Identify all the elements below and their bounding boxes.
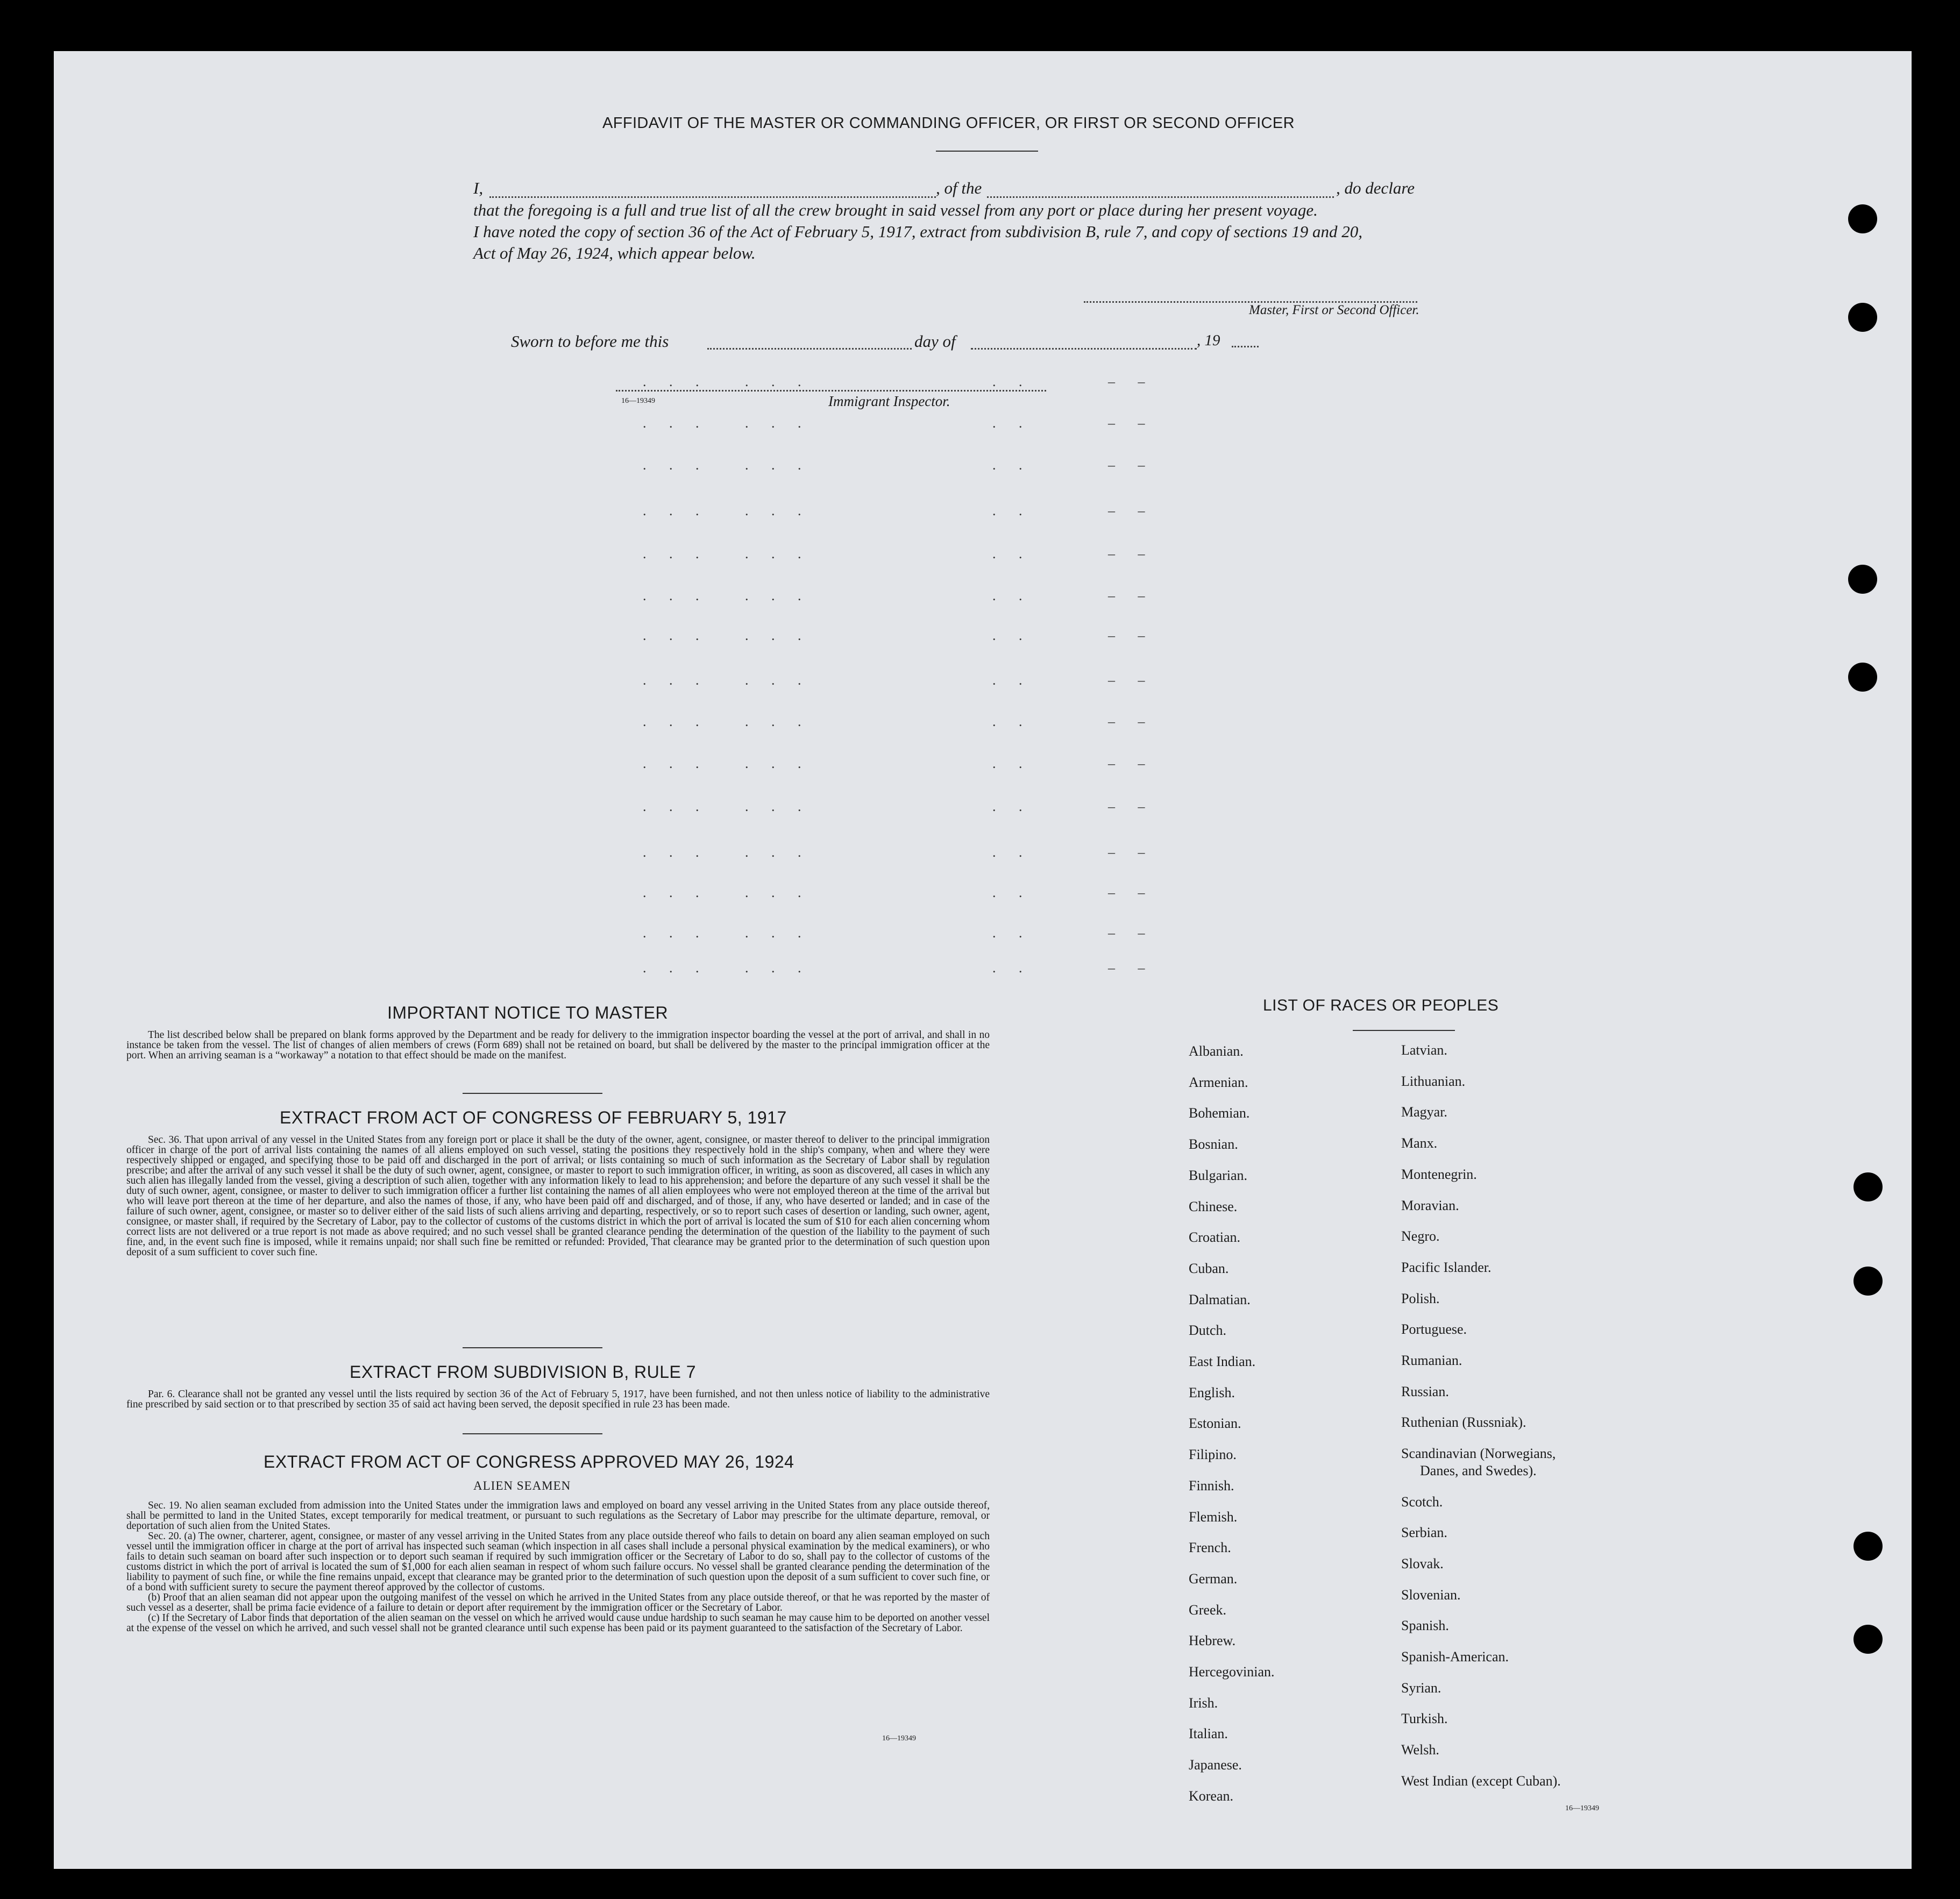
dot-mark: . . . bbox=[745, 546, 811, 561]
race-item: Greek. bbox=[1189, 1602, 1227, 1618]
extract-1917-title: EXTRACT FROM ACT OF CONGRESS OF FEBRUARY 5, 1917 bbox=[280, 1108, 787, 1127]
race-item: Serbian. bbox=[1401, 1525, 1447, 1541]
affidavit-line-4: Act of May 26, 1924, which appear below. bbox=[473, 244, 756, 262]
race-item: West Indian (except Cuban). bbox=[1401, 1773, 1561, 1789]
form-number: 16—19349 bbox=[882, 1734, 916, 1742]
punch-hole bbox=[1848, 663, 1877, 692]
race-item: Estonian. bbox=[1189, 1416, 1241, 1432]
race-item: German. bbox=[1189, 1570, 1238, 1587]
dot-mark: . . . bbox=[745, 374, 811, 389]
dot-mark: . . . bbox=[643, 799, 709, 814]
race-item: Ruthenian (Russniak). bbox=[1401, 1414, 1526, 1431]
dot-mark: . . . bbox=[643, 628, 709, 643]
dot-mark: – – bbox=[1108, 844, 1155, 860]
dot-mark: . . bbox=[992, 672, 1032, 688]
race-item: Flemish. bbox=[1189, 1509, 1238, 1525]
extract-1924-text bbox=[126, 1500, 990, 1633]
dot-mark: – – bbox=[1108, 714, 1155, 729]
dot-mark: . . . bbox=[643, 457, 709, 473]
dot-mark: . . bbox=[992, 960, 1032, 976]
race-item: Bohemian. bbox=[1189, 1105, 1250, 1121]
race-item: Spanish-American. bbox=[1401, 1649, 1509, 1665]
dot-mark: . . . bbox=[745, 756, 811, 771]
affidavit-i: I, bbox=[473, 179, 484, 197]
dot-mark: . . bbox=[992, 457, 1032, 473]
dot-mark: . . . bbox=[745, 714, 811, 729]
extract-1924-title: EXTRACT FROM ACT OF CONGRESS APPROVED MAY 26, 1924 bbox=[264, 1452, 794, 1471]
dot-mark: . . . bbox=[643, 925, 709, 941]
dot-mark: . . bbox=[992, 374, 1032, 389]
form-number: 16—19349 bbox=[1565, 1804, 1599, 1812]
par-6-paragraph: Par. 6. Clearance shall not be granted any vessel until the lists required by section 36 of the Act of February 5, 1917, have been furnished, and not then unless notice of liability to the administrative fine prescribed by said section or to that prescribed by section 35 of said act having been served, the deposit specified in rule 23 has been made. bbox=[126, 1389, 990, 1410]
year-blank[interactable] bbox=[1232, 346, 1259, 347]
race-item: Latvian. bbox=[1401, 1042, 1447, 1058]
dot-mark: – – bbox=[1108, 546, 1155, 561]
affidavit-of-the: , of the bbox=[936, 179, 982, 197]
race-item: Turkish. bbox=[1401, 1711, 1448, 1727]
race-item: Croatian. bbox=[1189, 1229, 1241, 1246]
race-item: Italian. bbox=[1189, 1726, 1228, 1742]
race-item: Cuban. bbox=[1189, 1260, 1229, 1276]
race-item: Negro. bbox=[1401, 1228, 1440, 1244]
sec-20b-paragraph: (b) Proof that an alien seaman did not appear upon the outgoing manifest of the vessel on which he arrived in the United States from any place outside thereof, or that he was reported by the master of such vessel as a deserter, shall be prima facie evidence of a failure to detain or deport after requirement by the immigration officer or the Secretary of Labor. bbox=[126, 1592, 990, 1613]
dot-mark: . . bbox=[992, 415, 1032, 431]
sworn-label: Sworn to before me this bbox=[511, 332, 669, 351]
dot-mark: . . . bbox=[745, 503, 811, 518]
dot-mark: . . bbox=[992, 628, 1032, 643]
dot-mark: . . . bbox=[745, 588, 811, 603]
race-item: French. bbox=[1189, 1540, 1231, 1556]
race-item: Danes, and Swedes). bbox=[1420, 1462, 1537, 1478]
race-item: Welsh. bbox=[1401, 1742, 1439, 1758]
dot-mark: . . . bbox=[643, 844, 709, 860]
dot-mark: – – bbox=[1108, 672, 1155, 688]
dot-mark: – – bbox=[1108, 374, 1155, 389]
dot-mark: . . . bbox=[745, 960, 811, 976]
race-item: Scotch. bbox=[1401, 1493, 1443, 1510]
dot-mark: . . bbox=[992, 925, 1032, 941]
divider bbox=[936, 151, 1038, 152]
race-item: Bosnian. bbox=[1189, 1136, 1238, 1153]
affidavit-title: AFFIDAVIT OF THE MASTER OR COMMANDING OFFICER, OR FIRST OR SECOND OFFICER bbox=[602, 115, 1295, 132]
dot-mark: – – bbox=[1108, 799, 1155, 814]
race-item: Pacific Islander. bbox=[1401, 1259, 1492, 1275]
race-item: Slovak. bbox=[1401, 1555, 1444, 1571]
year-label: , 19 bbox=[1197, 332, 1220, 349]
race-item: Filipino. bbox=[1189, 1447, 1237, 1463]
dot-mark: – – bbox=[1108, 885, 1155, 900]
dot-mark: . . . bbox=[643, 714, 709, 729]
master-signature-label: Master, First or Second Officer. bbox=[1249, 303, 1419, 317]
dot-mark: . . . bbox=[745, 844, 811, 860]
race-item: Montenegrin. bbox=[1401, 1166, 1477, 1182]
form-number: 16—19349 bbox=[621, 397, 655, 405]
divider bbox=[463, 1347, 602, 1348]
punch-hole bbox=[1848, 303, 1877, 332]
dot-mark: . . . bbox=[745, 457, 811, 473]
dot-mark: . . . bbox=[745, 672, 811, 688]
race-item: Manx. bbox=[1401, 1135, 1438, 1151]
dot-mark: . . . bbox=[643, 960, 709, 976]
race-item: Bulgarian. bbox=[1189, 1167, 1248, 1183]
notice-paragraph: The list described below shall be prepared on blank forms approved by the Department and be ready for delivery to the immigration inspector boarding the vessel at the port of arrival, and shall in no instance be taken from the vessel. The list of changes of alien members of crews (Form 689) shall not be retained on board, but shall be delivered by the master to the principal immigration officer at the port. When an arriving seaman is a “workaway” a notation to that effect should be made on the manifest. bbox=[126, 1029, 990, 1061]
race-item: Scandinavian (Norwegians, bbox=[1401, 1446, 1556, 1462]
race-item: Dutch. bbox=[1189, 1322, 1227, 1339]
dot-mark: . . . bbox=[745, 628, 811, 643]
sworn-month-blank[interactable] bbox=[971, 348, 1197, 350]
dot-mark: . . bbox=[992, 799, 1032, 814]
notice-title: IMPORTANT NOTICE TO MASTER bbox=[387, 1003, 669, 1022]
race-item: Syrian. bbox=[1401, 1680, 1441, 1696]
dot-mark: . . . bbox=[643, 503, 709, 518]
punch-hole bbox=[1848, 565, 1877, 594]
punch-hole bbox=[1854, 1267, 1883, 1296]
dot-mark: – – bbox=[1108, 628, 1155, 643]
dot-mark: – – bbox=[1108, 503, 1155, 518]
race-item: Slovenian. bbox=[1401, 1587, 1461, 1603]
race-item: Irish. bbox=[1189, 1695, 1218, 1711]
dot-mark: . . bbox=[992, 756, 1032, 771]
dot-mark: . . . bbox=[745, 415, 811, 431]
race-item: Finnish. bbox=[1189, 1477, 1234, 1493]
dot-mark: – – bbox=[1108, 457, 1155, 473]
races-title: LIST OF RACES OR PEOPLES bbox=[1263, 997, 1499, 1014]
affidavit-line-3: I have noted the copy of section 36 of the Act of February 5, 1917, extract from subdivision B, rule 7, and copy of sections 19 and 20, bbox=[473, 222, 1363, 241]
race-item: Japanese. bbox=[1189, 1757, 1242, 1773]
dot-mark: . . . bbox=[745, 925, 811, 941]
dot-mark: . . . bbox=[643, 415, 709, 431]
dot-mark: – – bbox=[1108, 588, 1155, 603]
dot-mark: – – bbox=[1108, 925, 1155, 941]
day-of-label: day of bbox=[914, 332, 956, 351]
race-item: Hercegovinian. bbox=[1189, 1664, 1275, 1680]
divider bbox=[1353, 1030, 1455, 1031]
extract-1917-text bbox=[126, 1135, 990, 1257]
affidavit-line-2: that the foregoing is a full and true list of all the crew brought in said vessel from any port or place during her present voyage. bbox=[473, 201, 1318, 219]
divider bbox=[463, 1093, 602, 1094]
race-item: Polish. bbox=[1401, 1290, 1440, 1306]
inspector-signature-blank[interactable] bbox=[616, 390, 1046, 392]
notice-text bbox=[126, 1030, 990, 1061]
race-item: Magyar. bbox=[1401, 1104, 1447, 1120]
sec-19-paragraph: Sec. 19. No alien seaman excluded from admission into the United States under the immigration laws and employed on board any vessel arriving in the United States from any place outside thereof, shall be permitted to land in the United States, except temporarily for medical treatment, or pursuant to such regulations as the Secretary of Labor may prescribe for the ultimate departure, removal, or deportation of such alien from the United States. bbox=[126, 1500, 990, 1532]
race-item: Portuguese. bbox=[1401, 1321, 1467, 1338]
vessel-blank[interactable] bbox=[987, 196, 1334, 198]
race-item: Chinese. bbox=[1189, 1198, 1238, 1214]
name-blank[interactable] bbox=[489, 196, 936, 198]
race-item: Lithuanian. bbox=[1401, 1073, 1466, 1089]
alien-seamen-subtitle: ALIEN SEAMEN bbox=[473, 1479, 571, 1492]
dot-mark: – – bbox=[1108, 960, 1155, 976]
sec-36-paragraph: Sec. 36. That upon arrival of any vessel in the United States from any foreign port or place it shall be the duty of the owner, agent, consignee, or master thereof to deliver to the principal immigration officer in charge of the port of arrival lists containing the names of all aliens employed on such vessel, stating the positions they respectively hold in the ship's company, when and where they were respectively shipped or engaged, and specifying those to be paid off and discharged in the port of arrival; or lists containing so much of such information as the Secretary of Labor shall by regulation prescribe; and after the arrival of any such vessel it shall be the duty of such owner, agent, consignee, or master to report to such immigration officer, in writing, as soon as discovered, all cases in which any such alien has illegally landed from the vessel, giving a description of such alien, together with any information likely to lead to his apprehension; and before the departure of any such vessel it shall be the duty of such owner, agent, consignee, or master to deliver to such immigration officer a further list containing the names of all alien employees who were not employed thereon at the time of the arrival but who will leave port thereon at the time of her departure, and also the names of those, if any, who have been paid off and discharged, and of those, if any, who have deserted or landed; and in case of the failure of such owner, agent, consignee, or master so to deliver either of the said lists of such aliens arriving and departing, respectively, or so to report such cases of desertion or landing, such owner, agent, consignee, or master shall, if required by the Secretary of Labor, pay to the collector of customs of the customs district in which the port of arrival is located the sum of $10 for each alien concerning whom correct lists are not delivered or a true report is not made as above required; and no such vessel shall be granted clearance pending the determination of the question of the liability to the payment of such fine, and, in the event such fine is imposed, while it remains unpaid; nor shall such fine be remitted or refunded: Provided, That clearance may be granted prior to the determination of such question upon deposit of a sum sufficient to cover such fine. bbox=[126, 1134, 990, 1258]
dot-mark: . . . bbox=[643, 885, 709, 900]
race-item: Armenian. bbox=[1189, 1074, 1248, 1090]
document-page bbox=[54, 51, 1912, 1869]
sec-20c-paragraph: (c) If the Secretary of Labor finds that deportation of the alien seaman on the vessel on which he arrived would cause undue hardship to such seaman he may cause him to be deported on another vessel at the expense of the vessel on which he arrived, and such vessel shall not be granted clearance until such expense has been paid or its payment guaranteed to the satisfaction of the Secretary of Labor. bbox=[126, 1612, 990, 1634]
dot-mark: . . bbox=[992, 714, 1032, 729]
dot-mark: . . bbox=[992, 503, 1032, 518]
dot-mark: . . bbox=[992, 885, 1032, 900]
dot-mark: . . . bbox=[745, 885, 811, 900]
punch-hole bbox=[1854, 1172, 1883, 1201]
race-item: East Indian. bbox=[1189, 1354, 1256, 1369]
sec-20a-paragraph: Sec. 20. (a) The owner, charterer, agent, consignee, or master of any vessel arriving in the United States from any place outside thereof who fails to detain on board any alien seaman employed on such vessel until the immigration officer in charge at the port of arrival has inspected such seaman (which inspection in all cases shall include a personal physical examination by the medical examiners), or who fails to detain such seaman on board after such inspection or to deport such seaman if required by such immigration officer or the Secretary of Labor to do so, shall pay to the collector of customs of the customs district in which the port of arrival is located the sum of $1,000 for each alien seaman in respect of whom such failure occurs. No vessel shall be granted clearance pending the determination of the liability to payment of such fine, or while the fine remains unpaid, except that clearance may be granted prior to the determination of such question upon the deposit of a sum sufficient to cover such fine, or of a bond with sufficient surety to secure the payment thereof approved by the collector of customs. bbox=[126, 1531, 990, 1593]
divider bbox=[463, 1433, 602, 1434]
race-item: Korean. bbox=[1189, 1788, 1234, 1804]
extract-rule7-text bbox=[126, 1389, 990, 1410]
race-item: English. bbox=[1189, 1384, 1235, 1400]
dot-mark: . . . bbox=[643, 588, 709, 603]
dot-mark: . . . bbox=[745, 799, 811, 814]
extract-rule7-title: EXTRACT FROM SUBDIVISION B, RULE 7 bbox=[350, 1362, 697, 1382]
race-item: Rumanian. bbox=[1401, 1353, 1462, 1368]
punch-hole bbox=[1854, 1532, 1883, 1561]
sworn-day-blank[interactable] bbox=[707, 348, 912, 350]
dot-mark: . . bbox=[992, 588, 1032, 603]
race-item: Hebrew. bbox=[1189, 1633, 1236, 1649]
race-item: Albanian. bbox=[1189, 1043, 1244, 1059]
dot-mark: . . . bbox=[643, 672, 709, 688]
punch-hole bbox=[1848, 204, 1877, 233]
race-item: Moravian. bbox=[1401, 1197, 1459, 1213]
dot-mark: . . . bbox=[643, 756, 709, 771]
inspector-label: Immigrant Inspector. bbox=[828, 393, 950, 409]
dot-mark: . . bbox=[992, 844, 1032, 860]
dot-mark: – – bbox=[1108, 415, 1155, 431]
race-item: Spanish. bbox=[1401, 1618, 1449, 1634]
dot-mark: . . . bbox=[643, 546, 709, 561]
race-item: Dalmatian. bbox=[1189, 1291, 1251, 1307]
punch-hole bbox=[1854, 1625, 1883, 1654]
dot-mark: – – bbox=[1108, 756, 1155, 771]
affidavit-declare: , do declare bbox=[1336, 179, 1415, 197]
race-item: Russian. bbox=[1401, 1383, 1449, 1399]
dot-mark: . . . bbox=[643, 374, 709, 389]
dot-mark: . . bbox=[992, 546, 1032, 561]
